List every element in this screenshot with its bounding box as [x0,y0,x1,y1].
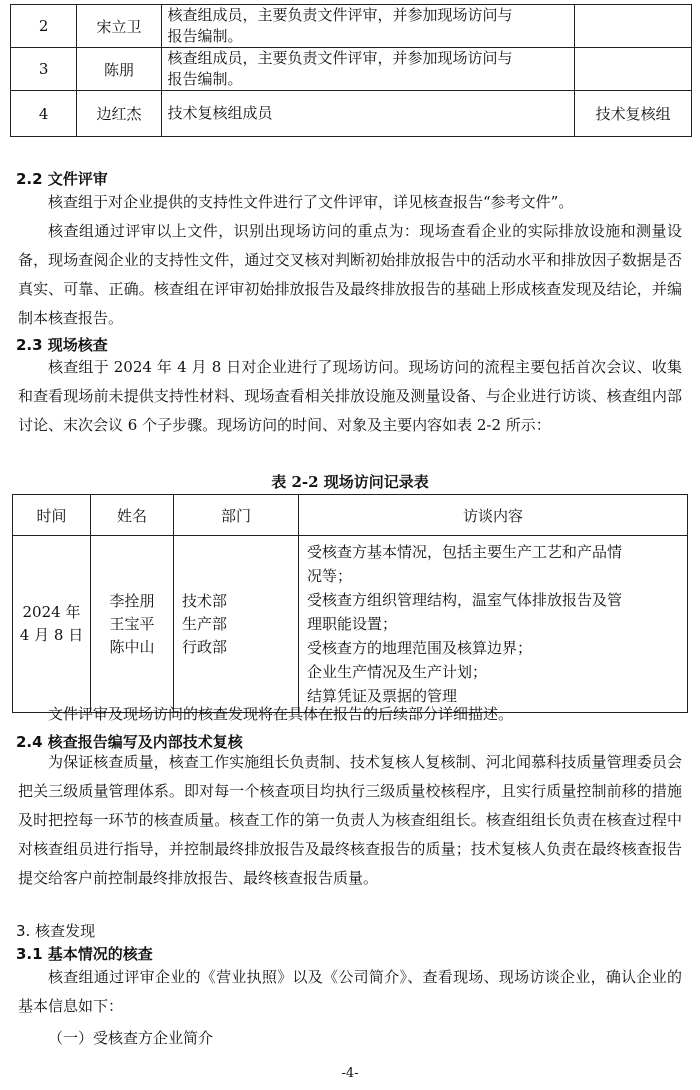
section-heading-2-3: 2.3 现场核查 [16,336,108,354]
visit-date-line: 2024 年 [22,603,81,621]
header-content: 访谈内容 [299,495,688,536]
team-table [10,4,692,137]
visit-content [299,536,688,713]
header-name: 姓名 [91,495,174,536]
member-duty [161,91,575,137]
paragraph: 为保证核查质量，核查工作实施组长负责制、技术复核人复核制、河北闻慕科技质量管理委员会把关三级质量管理体系。即对每一个核查项目均执行三级质量校核程序，且实行质量控制前移的措施及时把控每一环节的核查质量。核查工作的第一负责人为核查组组长。核查组组长负责在核查过程中对核查组员进行指导，并控制最终排放报告及最终核查报告的质量；技术复核人负责在最终核查报告提交给客户前控制最终排放报告、最终核查报告质量。 [18,753,682,887]
department: 生产部 [182,614,228,633]
content-line: 受核查方组织管理结构，温室气体排放报告及管 [307,591,623,609]
visit-depts [174,536,299,713]
content-line: 况等； [307,567,353,585]
table-row [11,91,692,137]
visit-names [91,536,174,713]
member-dept [575,5,692,48]
interviewee-name: 李拴朋 [109,591,155,610]
page-number: -4- [341,1066,359,1081]
duty-line: 核查组成员，主要负责文件评审，并参加现场访问与 [167,49,513,67]
table-row [11,48,692,91]
duty-line: 核查组成员，主要负责文件评审，并参加现场访问与 [167,6,513,24]
duty-line: 技术复核组成员 [167,104,273,122]
section-heading-2-4: 2.4 核查报告编写及内部技术复核 [16,733,243,751]
table-row [13,536,688,713]
member-dept [575,48,692,91]
content-line: 理职能设置； [307,615,398,633]
paragraph: 核查组通过评审企业的《营业执照》以及《公司简介》、查看现场、现场访谈企业，确认企业的基本信息如下： [18,968,682,1015]
content-line: 结算凭证及票据的管理 [307,687,458,705]
row-number: 4 [11,91,77,137]
visit-time [13,536,91,713]
duty-line: 报告编制。 [167,70,243,88]
row-number: 2 [11,5,77,48]
paragraph: 文件评审及现场访问的核查发现将在具体在报告的后续部分详细描述。 [48,705,514,723]
content-line: 企业生产情况及生产计划； [307,663,488,681]
header-time: 时间 [13,495,91,536]
member-name: 宋立卫 [77,5,161,48]
list-item-heading: （一）受核查方企业简介 [48,1029,214,1047]
section-heading-2-2: 2.2 文件评审 [16,170,108,188]
content-line: 受核查方基本情况，包括主要生产工艺和产品情 [307,543,623,561]
department: 技术部 [182,591,228,610]
interviewee-name: 王宝平 [109,614,155,633]
interviewee-name: 陈中山 [109,637,155,656]
table-caption: 表 2-2 现场访问记录表 [271,473,429,491]
visit-record-table [12,494,688,713]
table-row [11,5,692,48]
header-dept: 部门 [174,495,299,536]
paragraph: 核查组于对企业提供的支持性文件进行了文件评审，详见核查报告“参考文件”。 [48,193,574,211]
member-duty [161,5,575,48]
section-heading-3: 3. 核查发现 [16,922,96,940]
paragraph: 核查组通过评审以上文件，识别出现场访问的重点为：现场查看企业的实际排放设施和测量设备，现场查阅企业的支持性文件，通过交叉核对判断初始排放报告中的活动水平和排放因子数据是否真实、可靠、正确。核查组在评审初始排放报告及最终排放报告的基础上形成核查发现及结论，并编制本核查报告。 [18,222,682,327]
content-line: 受核查方的地理范围及核算边界； [307,639,533,657]
visit-date-line: 4 月 8 日 [19,626,84,644]
duty-line: 报告编制。 [167,27,243,45]
department: 行政部 [182,637,228,656]
paragraph: 核查组于 2024 年 4 月 8 日对企业进行了现场访问。现场访问的流程主要包括首次会议、收集和查看现场前未提供支持性材料、现场查看相关排放设施及测量设备、与企业进行访谈、核查组内部讨论、末次会议 6 个子步骤。现场访问的时间、对象及主要内容如表 2-2 所示： [18,358,682,434]
member-dept: 技术复核组 [575,91,692,137]
member-name: 陈朋 [77,48,161,91]
row-number: 3 [11,48,77,91]
member-duty [161,48,575,91]
table-header-row [13,495,688,536]
section-heading-3-1: 3.1 基本情况的核查 [16,945,153,963]
member-name: 边红杰 [77,91,161,137]
